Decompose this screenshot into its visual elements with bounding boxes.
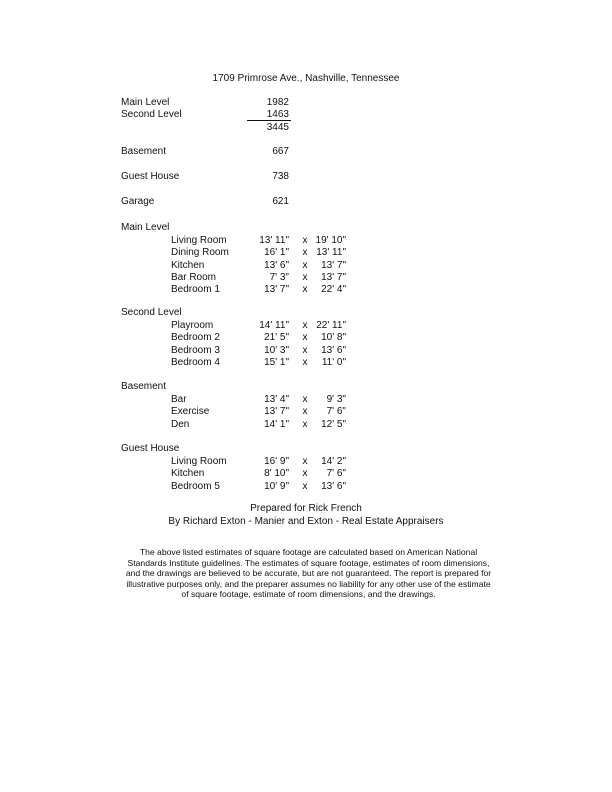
room-dimension-1: 7' 3" [269,272,289,283]
room-name: Kitchen [171,468,205,479]
room-dimension-1: 13' 7" [264,284,289,295]
dimension-separator: x [302,235,308,246]
dimension-separator: x [302,332,308,343]
dimension-separator: x [302,394,308,405]
room-dimension-1: 21' 5" [264,332,289,343]
dimension-separator: x [302,419,308,430]
summary-value-garage: 621 [272,196,289,207]
room-dimension-1: 10' 9" [264,481,289,492]
room-name: Bedroom 3 [171,345,220,356]
section-heading: Main Level [121,222,170,233]
summary-label-main-level: Main Level [121,97,170,108]
dimension-separator: x [302,357,308,368]
room-dimension-1: 8' 10" [264,468,289,479]
room-dimension-1: 13' 4" [264,394,289,405]
room-dimension-2: 7' 6" [326,468,346,479]
room-name: Bar Room [171,272,217,283]
room-name: Bedroom 4 [171,357,220,368]
section-heading: Basement [121,381,167,392]
room-name: Kitchen [171,260,205,271]
room-name: Den [171,419,190,430]
dimension-separator: x [302,247,308,258]
room-dimension-1: 13' 6" [264,260,289,271]
dimension-separator: x [302,272,308,283]
summary-value-second-level: 1463 [266,109,289,120]
room-dimension-2: 13' 6" [321,345,346,356]
room-name: Bedroom 5 [171,481,220,492]
room-dimension-2: 13' 11" [316,247,346,258]
dimension-separator: x [302,320,308,331]
document-title: 1709 Primrose Ave., Nashville, Tennessee [212,73,400,84]
room-dimension-2: 22' 4" [321,284,346,295]
summary-value-basement: 667 [272,146,289,157]
section-heading: Guest House [121,443,180,454]
room-dimension-1: 13' 7" [264,406,289,417]
section-heading: Second Level [121,307,182,318]
room-dimension-2: 13' 7" [321,272,346,283]
room-dimension-1: 16' 1" [264,247,289,258]
disclaimer: The above listed estimates of square footage are calculated based on American National Standards Institute guidelines. The estimates of square footage, estimates of room dimensions, and the drawings are believed to be accurate, but are not guaranteed. The report is prepared for illustrative purposes only, and the preparer assumes no liability for any other use of the estimate of square footage, estimate of room dimensions, and the drawings. [125,547,492,600]
room-dimension-1: 16' 9" [264,456,289,467]
room-dimension-1: 14' 11" [259,320,289,331]
room-name: Playroom [171,320,214,331]
room-name: Bedroom 2 [171,332,220,343]
summary-value-guest-house: 738 [272,171,289,182]
room-dimension-1: 10' 3" [264,345,289,356]
summary-label-basement: Basement [121,146,167,157]
prepared-by: By Richard Exton - Manier and Exton - Real Estate Appraisers [168,516,444,527]
room-dimension-2: 7' 6" [326,406,346,417]
room-name: Bar [171,394,187,405]
dimension-separator: x [302,481,308,492]
room-dimension-2: 10' 8" [321,332,346,343]
room-dimension-2: 12' 5" [321,419,346,430]
dimension-separator: x [302,345,308,356]
room-dimension-2: 14' 2" [321,456,346,467]
room-dimension-2: 13' 7" [321,260,346,271]
room-name: Bedroom 1 [171,284,220,295]
room-dimension-2: 11' 0" [321,357,346,368]
dimension-separator: x [302,468,308,479]
room-dimension-1: 15' 1" [264,357,289,368]
sum-divider [247,120,291,121]
summary-label-garage: Garage [121,196,155,207]
room-name: Living Room [171,456,227,467]
dimension-separator: x [302,456,308,467]
prepared-for: Prepared for Rick French [250,503,362,514]
room-name: Living Room [171,235,227,246]
dimension-separator: x [302,260,308,271]
room-dimension-1: 13' 11" [259,235,289,246]
room-dimension-2: 13' 6" [321,481,346,492]
dimension-separator: x [302,284,308,295]
room-dimension-1: 14' 1" [264,419,289,430]
room-name: Dining Room [171,247,229,258]
summary-label-guest-house: Guest House [121,171,180,182]
room-name: Exercise [171,406,210,417]
summary-total: 3445 [266,122,289,133]
summary-value-main-level: 1982 [266,97,289,108]
room-dimension-2: 9' 3" [326,394,346,405]
room-dimension-2: 22' 11" [316,320,346,331]
summary-label-second-level: Second Level [121,109,182,120]
dimension-separator: x [302,406,308,417]
room-dimension-2: 19' 10" [315,235,346,246]
